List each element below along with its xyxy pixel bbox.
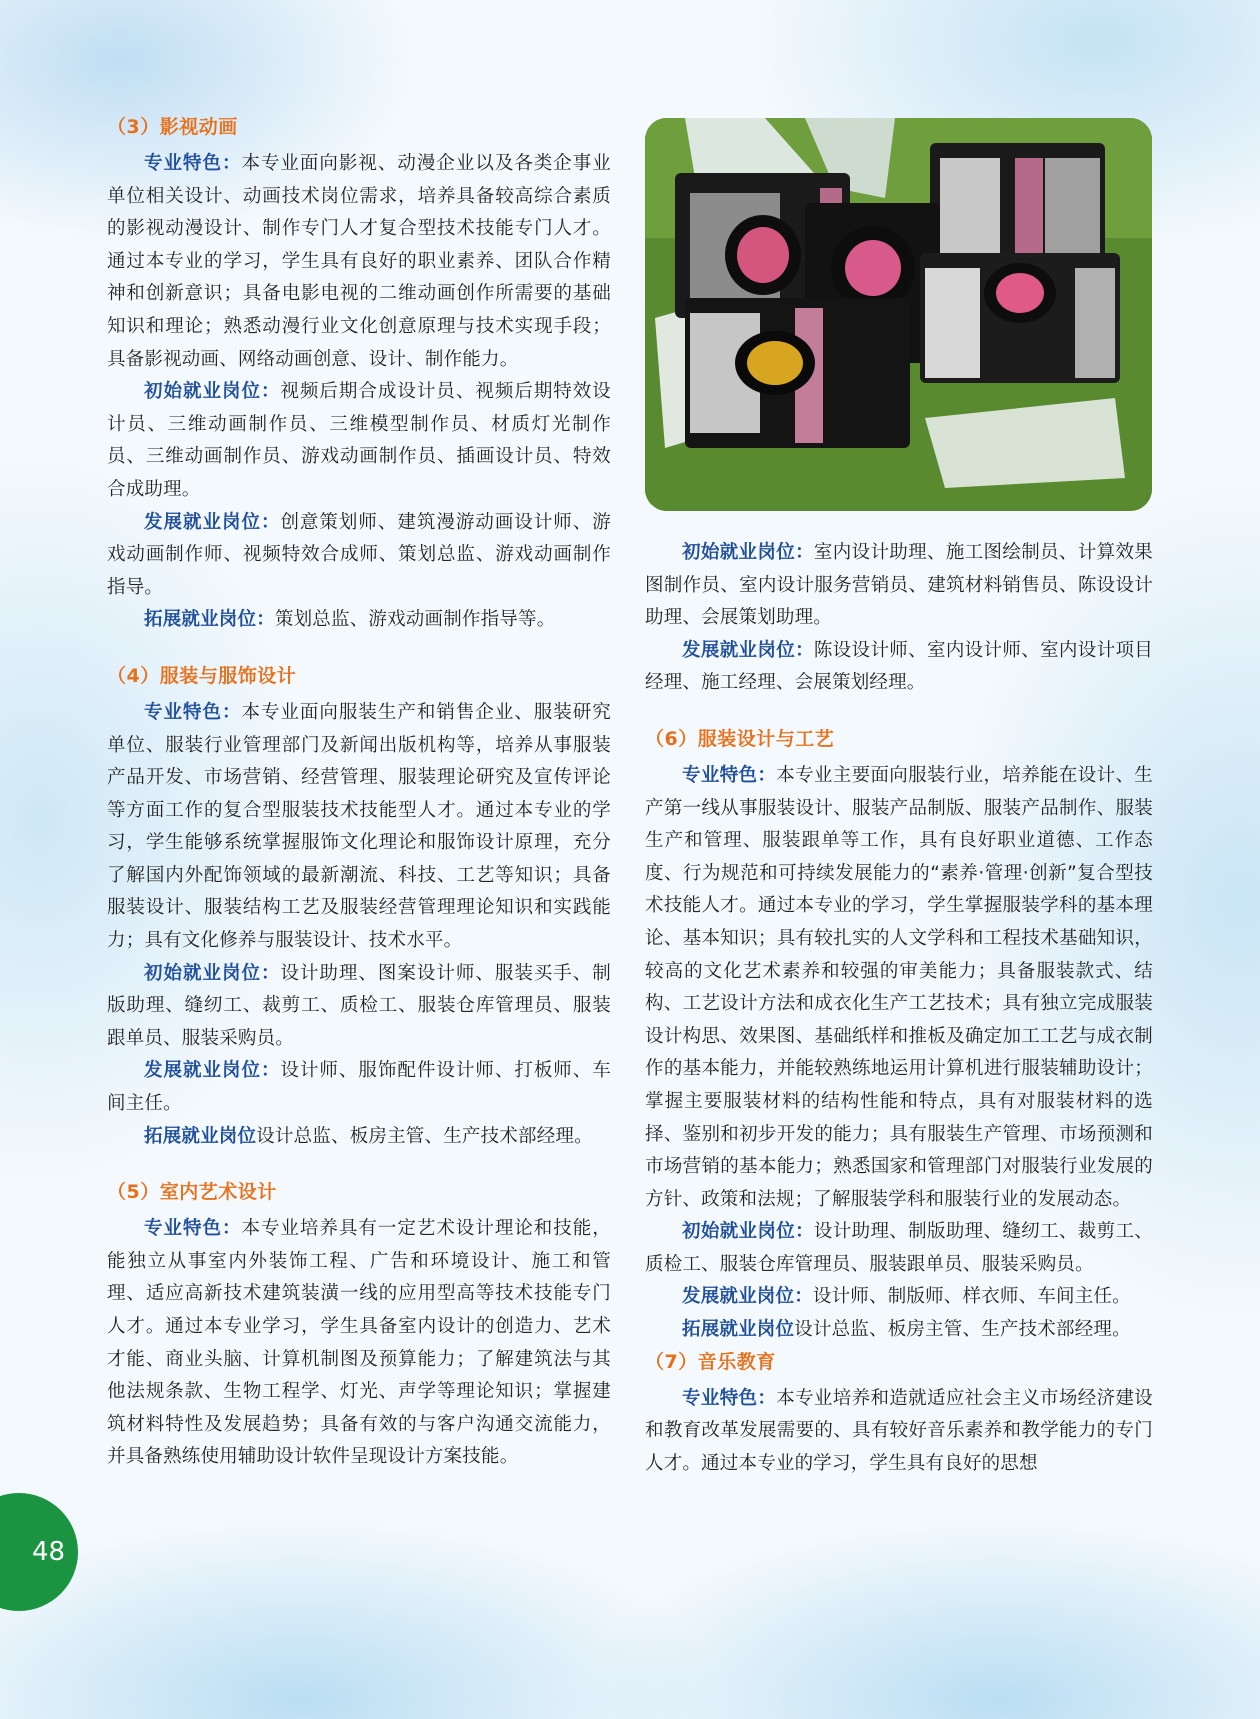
text: 设计助理、制版助理、缝纫工、裁剪工、质检工、服装仓库管理员、服装跟单员、服装采购员。 <box>645 1221 1153 1275</box>
text: 设计总监、板房主管、生产技术部经理。 <box>256 1125 593 1147</box>
paragraph <box>107 1055 611 1120</box>
paragraph <box>107 1121 611 1154</box>
page-number-badge <box>0 1493 78 1611</box>
text: 陈设设计师、室内设计师、室内设计项目经理、施工经理、会展策划经理。 <box>645 639 1153 694</box>
paragraph <box>107 958 611 1056</box>
label: 初始就业岗位： <box>682 1221 814 1243</box>
text: 设计师、服饰配件设计师、打板师、车间主任。 <box>107 1060 611 1115</box>
paragraph <box>107 376 611 506</box>
paragraph <box>645 1314 1153 1347</box>
section-title-garment-craft: （6）服装设计与工艺 <box>645 727 835 750</box>
spacer <box>645 700 1153 724</box>
section-title-interior-design: （5）室内艺术设计 <box>107 1181 277 1204</box>
text: 创意策划师、建筑漫游动画设计师、游戏动画制作师、视频特效合成师、策划总监、游戏动画制作指导。 <box>107 511 611 598</box>
paragraph <box>645 635 1153 700</box>
label: 专业特色： <box>144 153 242 174</box>
left-column <box>107 112 611 1474</box>
paragraph <box>645 537 1153 635</box>
bags-illustration <box>645 118 1152 511</box>
label: 初始就业岗位： <box>144 381 281 403</box>
paragraph <box>645 760 1153 1216</box>
section-title-fashion-design: （4）服装与服饰设计 <box>107 664 297 687</box>
text: 策划总监、游戏动画制作指导等。 <box>274 609 556 631</box>
label: 拓展就业岗位： <box>144 609 275 631</box>
label: 发展就业岗位： <box>144 1060 281 1082</box>
paragraph <box>107 507 611 605</box>
paragraph <box>645 1216 1153 1281</box>
embroidered-bags-photo <box>645 118 1152 511</box>
text: 本专业培养具有一定艺术设计理论和技能，能独立从事室内外装饰工程、广告和环境设计、施工和管理、适应高新技术建筑装潢一线的应用型高等技术技能专门人才。通过本专业学习，学生具备室内设计的创造力、艺术才能、商业头脑、计算机制图及预算能力；了解建筑法与其他法规条款、生物工程学、灯光、声学等理论知识；掌握建筑材料特性及发展趋势；具备有效的与客户沟通交流能力，并具备熟练使用辅助设计软件呈现设计方案技能。 <box>107 1218 611 1468</box>
text: 设计助理、图案设计师、服装买手、制版助理、缝纫工、裁剪工、质检工、服装仓库管理员、服装跟单员、服装采购员。 <box>107 962 611 1049</box>
label: 初始就业岗位： <box>682 542 814 563</box>
label: 专业特色： <box>144 1218 242 1240</box>
text: 本专业面向影视、动漫企业以及各类企事业单位相关设计、动画技术岗位需求，培养具备较高综合素质的影视动漫设计、制作专门人才复合型技术技能专门人才。通过本专业的学习，学生具有良好的职业素养、团队合作精神和创新意识；具备电影电视的二维动画创作所需要的基础知识和理论；熟悉动漫行业文化创意原理与技术实现手段；具备影视动画、网络动画创意、设计、制作能力。 <box>107 153 611 370</box>
text: 室内设计助理、施工图绘制员、计算效果图制作员、室内设计服务营销员、建筑材料销售员、陈设设计助理、会展策划助理。 <box>645 542 1153 629</box>
page-number: 48 <box>32 1537 66 1567</box>
label: 专业特色： <box>682 1387 777 1409</box>
spacer <box>107 1153 611 1177</box>
section-title-music-education: （7）音乐教育 <box>645 1350 776 1373</box>
paragraph <box>107 1213 611 1474</box>
label: 发展就业岗位： <box>144 511 281 533</box>
text: 设计师、制版师、样衣师、车间主任。 <box>812 1286 1131 1308</box>
paragraph <box>645 1281 1153 1314</box>
paragraph <box>645 1383 1153 1481</box>
section-title-film-animation: （3）影视动画 <box>107 116 238 138</box>
text: 本专业主要面向服装行业，培养能在设计、生产第一线从事服装设计、服装产品制版、服装产品制作、服装生产和管理、服装跟单等工作，具有良好职业道德、工作态度、行为规范和可持续发展能力的“素养·管理·创新”复合型技术技能人才。通过本专业的学习，学生掌握服装学科的基本理论、基本知识；具有较扎实的人文学科和工程技术基础知识，较高的文化艺术素养和较强的审美能力；具备服装款式、结构、工艺设计方法和成衣化生产工艺技术；具有独立完成服装设计构思、效果图、基础纸样和推板及确定加工工艺与成衣制作的基本能力，并能较熟练地运用计算机进行服装辅助设计；掌握主要服装材料的结构性能和特点，具有对服装材料的选择、鉴别和初步开发的能力；具有服装生产管理、市场预测和市场营销的基本能力；熟悉国家和管理部门对服装行业发展的方针、政策和法规；了解服装学科和服装行业的发展动态。 <box>645 764 1153 1210</box>
label: 拓展就业岗位 <box>144 1125 257 1147</box>
paragraph <box>107 697 611 958</box>
paragraph <box>107 604 611 637</box>
text: 设计总监、板房主管、生产技术部经理。 <box>794 1319 1131 1341</box>
label: 拓展就业岗位 <box>682 1319 795 1341</box>
right-column <box>645 537 1153 1480</box>
text: 本专业培养和造就适应社会主义市场经济建设和教育改革发展需要的、具有较好音乐素养和教学能力的专门人才。通过本专业的学习，学生具有良好的思想 <box>645 1387 1153 1474</box>
text: 视频后期合成设计员、视频后期特效设计员、三维动画制作员、三维模型制作员、材质灯光制作员、三维动画制作员、游戏动画制作员、插画设计员、特效合成助理。 <box>107 381 611 500</box>
label: 发展就业岗位： <box>682 1286 813 1308</box>
spacer <box>107 637 611 661</box>
label: 专业特色： <box>144 701 242 723</box>
label: 发展就业岗位： <box>682 639 814 661</box>
label: 初始就业岗位： <box>144 962 281 984</box>
paragraph <box>107 148 611 376</box>
text: 本专业面向服装生产和销售企业、服装研究单位、服装行业管理部门及新闻出版机构等，培养从事服装产品开发、市场营销、经营管理、服装理论研究及宣传评论等方面工作的复合型服装技术技能型人才。通过本专业的学习，学生能够系统掌握服饰文化理论和服饰设计原理，充分了解国内外配饰领域的最新潮流、科技、工艺等知识；具备服装设计、服装结构工艺及服装经营管理理论知识和实践能力；具有文化修养与服装设计、技术水平。 <box>107 701 611 952</box>
label: 专业特色： <box>682 764 777 786</box>
